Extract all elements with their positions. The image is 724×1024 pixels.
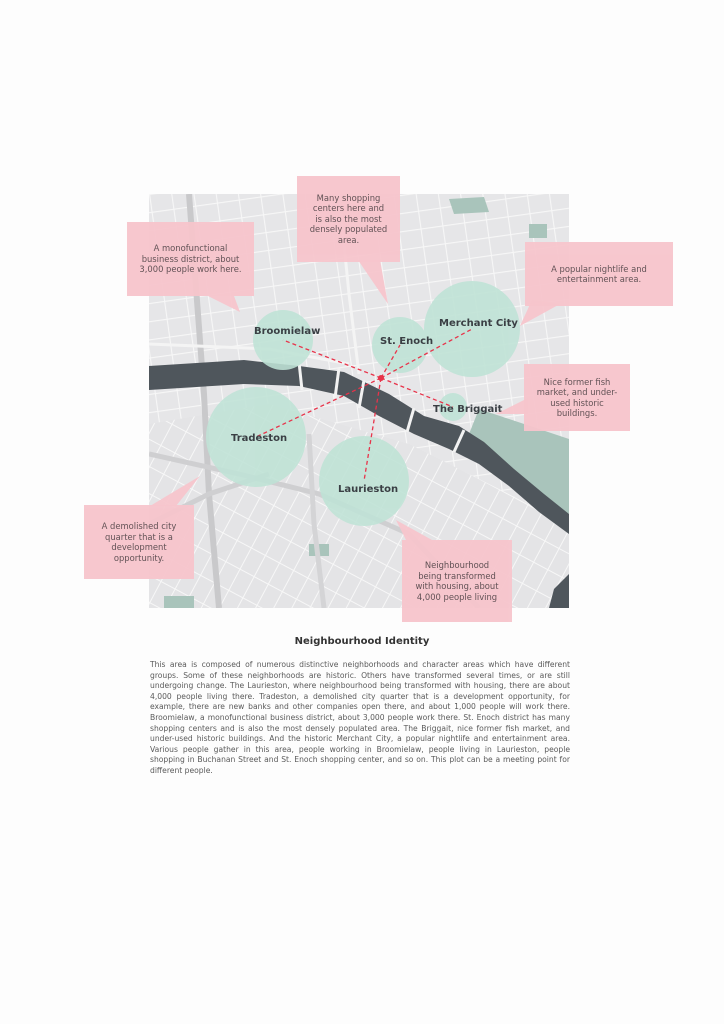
section-title: Neighbourhood Identity (294, 636, 430, 647)
label-laurieston: Laurieston (338, 484, 399, 495)
callout-tradeston: A demolished city quarter that is a development opportunity. (84, 505, 194, 579)
label-tradeston: Tradeston (231, 433, 288, 444)
label-the-briggait: The Briggait (433, 404, 503, 415)
label-broomielaw: Broomielaw (254, 326, 321, 337)
label-merchant-city: Merchant City (439, 318, 518, 329)
callout-the-briggait: Nice former fish market, and under-used historic buildings. (524, 364, 630, 431)
section-description: This area is composed of numerous distinctive neighborhoods and character areas which have different groups. Some of these neighborhoods are historic. Others have transformed several times, or are still undergoing change. The Laurieston, where neighbourhood being transformed with housing, there are about 4,000 people living there. Tradeston, a demolished city quarter that is a development opportunity, for example, there are new banks and other companies open there, and about 1,000 people will work there. Broomielaw, a monofunctional business district, about 3,000 people work there. St. Enoch district has many shopping centers and is also the most densely populated area. The Briggait, nice former fish market, and under-used historic buildings. And the historic Merchant City, a popular nightlife and entertainment area. Various people gather in this area, people working in Broomielaw, people living in Laurieston, people shopping in Buchanan Street and St. Enoch shopping center, and so on. This plot can be a meeting point for different people. (150, 660, 570, 775)
callout-laurieston: Neighbourhood being transformed with housing, about 4,000 people living (402, 540, 512, 622)
label-st-enoch: St. Enoch (380, 336, 434, 347)
callout-merchant-city: A popular nightlife and entertainment area. (525, 242, 673, 306)
callout-broomielaw: A monofunctional business district, about 3,000 people work here. (127, 222, 254, 296)
callout-st-enoch: Many shopping centers here and is also the most densely populated area. (297, 176, 400, 262)
